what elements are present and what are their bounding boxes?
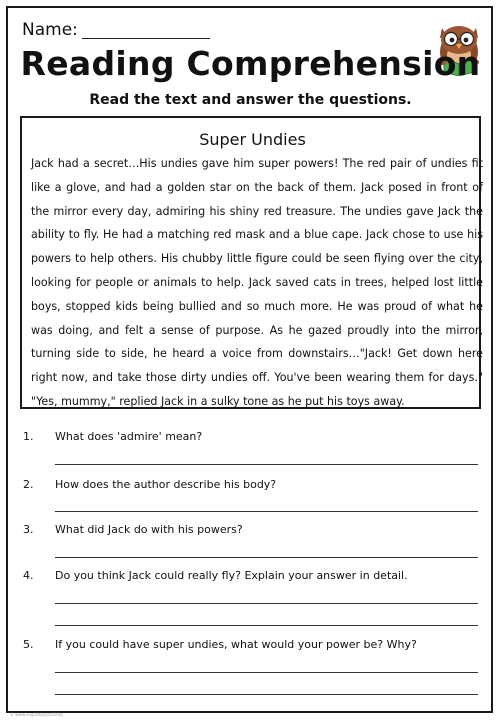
question-number: 3. — [23, 523, 34, 536]
answer-line[interactable] — [55, 464, 478, 465]
question-number: 5. — [23, 638, 34, 651]
question-text: What did Jack do with his powers? — [55, 523, 243, 536]
passage-box — [20, 116, 481, 409]
answer-line[interactable] — [55, 672, 478, 673]
answer-line[interactable] — [55, 625, 478, 626]
answer-line[interactable] — [55, 603, 478, 604]
answer-line[interactable] — [55, 557, 478, 558]
footer-credit: © www.englishbyactivities — [10, 712, 64, 717]
question-number: 2. — [23, 478, 34, 491]
answer-line[interactable] — [55, 511, 478, 512]
question-text: If you could have super undies, what would your power be? Why? — [55, 638, 417, 651]
question-text: How does the author describe his body? — [55, 478, 277, 491]
question-text: Do you think Jack could really fly? Explain your answer in detail. — [55, 569, 408, 582]
passage-title: Super Undies — [199, 130, 306, 149]
name-label: Name: — [22, 20, 78, 40]
page-title: Reading Comprehension — [20, 44, 481, 83]
question-number: 4. — [23, 569, 34, 582]
answer-line[interactable] — [55, 694, 478, 695]
question-number: 1. — [23, 430, 34, 443]
instructions: Read the text and answer the questions. — [89, 92, 412, 108]
question-text: What does 'admire' mean? — [55, 430, 203, 443]
name-input-line[interactable] — [82, 38, 210, 39]
passage-text: Jack had a secret…His undies gave him super powers! The red pair of undies fit like a glove, and had a golden star on the back of them. Jack posed in front of the mirror every day, admiring his shiny red treasure. The undies gave Jack the ability to fly. He had a matching red mask and a blue cape. Jack chose to use his powers to help others. His chubby little figure could be seen flying over the city, looking for people or animals to help. Jack saved cats in trees, helped lost little boys, stopped kids being bullied and so much more. He was proud of what he was doing, and felt a sense of purpose. As he gazed proudly into the mirror, turning side to side, he heard a voice from downstairs…"Jack! Get down here right now, and take those dirty undies off. You've been wearing them for days." "Yes, mummy," replied Jack in a sulky tone as he put his toys away. — [31, 157, 483, 408]
